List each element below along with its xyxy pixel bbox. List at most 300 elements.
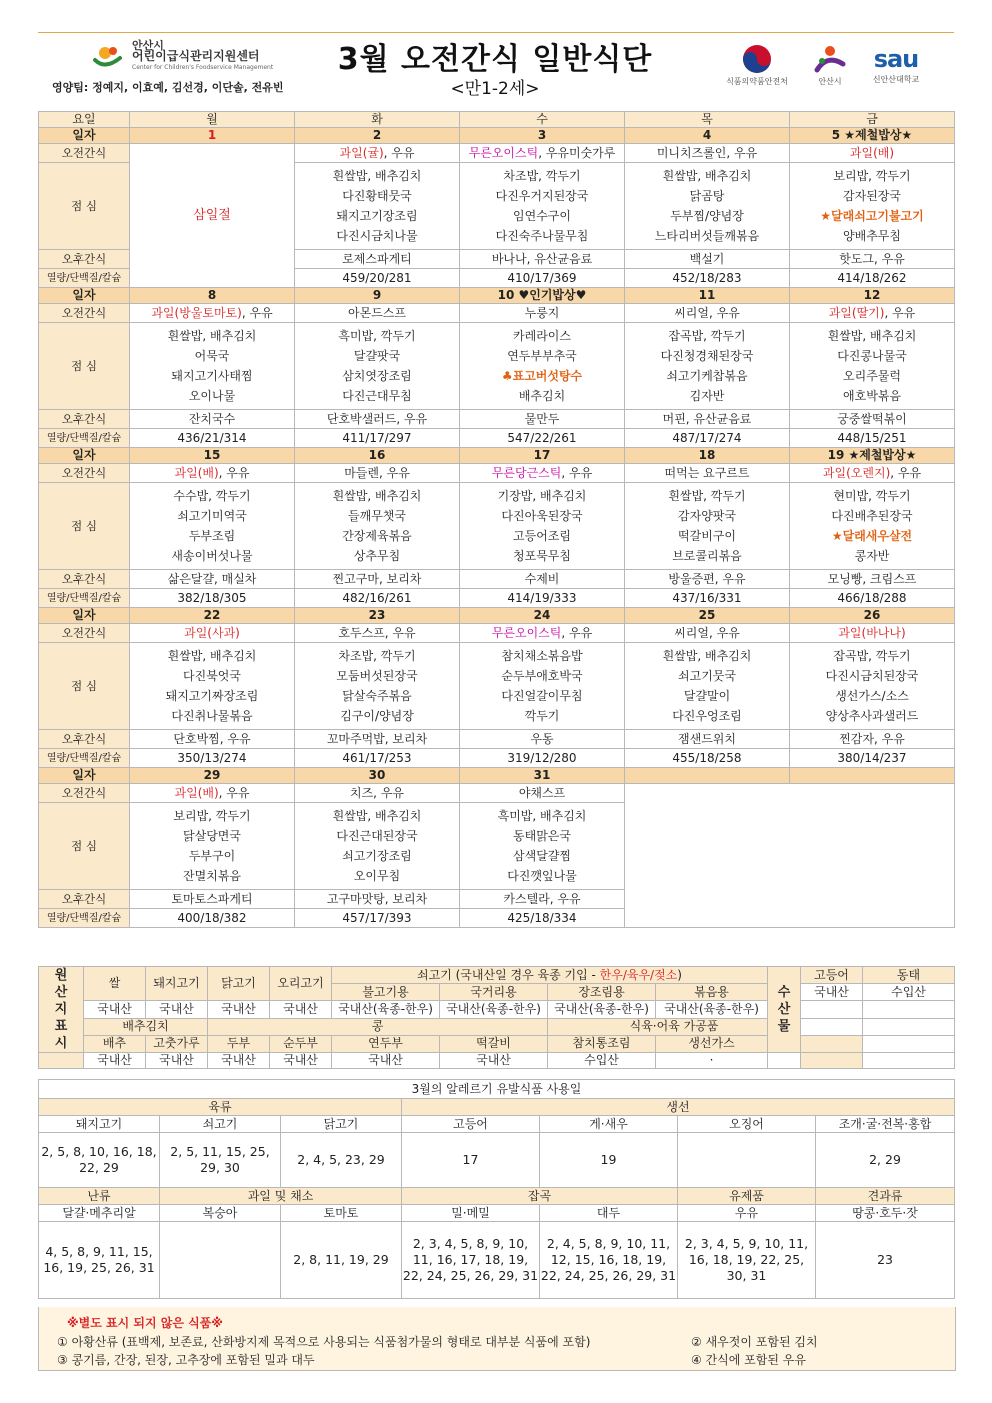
origin-beef-use: 장조림용 [548, 984, 656, 1001]
holiday-cell: 삼일절 [130, 144, 295, 288]
lunch-item: 배추김치 [518, 389, 566, 403]
lunch-cell [625, 323, 790, 410]
origin-value: 국내산 [146, 1001, 208, 1018]
am-snack-main: 야채스프 [518, 785, 566, 800]
lunch-item: ★달래쇠고기불고기 [820, 209, 924, 223]
lunch-item: 다진우거지된장국 [495, 189, 589, 203]
lunch-item: 보리밥, 깍두기 [173, 809, 251, 823]
lunch-item: 다진근대무침 [342, 389, 412, 403]
org-city: 안산시 [132, 39, 164, 52]
origin-bean-item: 순두부 [270, 1035, 332, 1052]
pm-snack-cell: 핫도그, 우유 [790, 250, 955, 269]
origin-processed-item: 생선가스 [656, 1035, 768, 1052]
lunch-cell [790, 323, 955, 410]
am-snack-cell [295, 784, 460, 803]
date-cell: 17 [460, 448, 625, 464]
lunch-item: 흰쌀밥, 배추김치 [662, 169, 752, 183]
pm-snack-cell: 궁중쌀떡볶이 [790, 410, 955, 429]
lunch-cell [295, 803, 460, 890]
date-cell [790, 768, 955, 784]
am-snack-main: 과일(딸기) [828, 305, 885, 320]
am-snack-main: 무른오이스틱 [468, 145, 539, 160]
allergy-nut-header: 견과류 [816, 1188, 955, 1205]
ansan-logo-text: 안산시 [818, 77, 842, 86]
lunch-item: 감자된장국 [843, 189, 901, 203]
lunch-item: 흰쌀밥, 깍두기 [668, 489, 746, 503]
center-logo [92, 40, 273, 73]
lunch-cell [460, 163, 625, 250]
lunch-item: 연두부부추국 [507, 349, 577, 363]
nutrition-cell: 448/15/251 [790, 429, 955, 448]
allergy-days: 19 [540, 1133, 678, 1188]
note-item: ① 아황산류 (표백제, 보존료, 산화방지제 목적으로 사용되는 식품첨가물의 형태로 대부분 식품에 포함) [57, 1335, 591, 1349]
lunch-cell [625, 163, 790, 250]
am-snack-main: 과일(방울토마토) [151, 305, 242, 320]
origin-fish-value: 국내산 [801, 984, 863, 1001]
origin-marine-char: 수 [777, 985, 791, 1000]
lunch-item: 흰쌀밥, 배추김치 [332, 169, 422, 183]
lunch-cell [790, 643, 955, 730]
nutrition-cell: 400/18/382 [130, 909, 295, 928]
origin-marine-char: 물 [777, 1019, 791, 1034]
lunch-item: 수수밥, 깍두기 [173, 489, 251, 503]
lunch-item: 잡곡밥, 깍두기 [833, 649, 911, 663]
nutrition-cell: 461/17/253 [295, 749, 460, 768]
lunch-item: 돼지고기짜장조림 [165, 689, 259, 703]
am-snack-cell [130, 784, 295, 803]
origin-bean-item: 연두부 [332, 1035, 440, 1052]
nutrition-team: 영양팀: 정예지, 이효예, 김선경, 이단솔, 전유빈 [52, 81, 284, 94]
pm-snack-cell: 삶은달걀, 매실차 [130, 570, 295, 589]
origin-kimchi-item: 고춧가루 [146, 1035, 208, 1052]
origin-side-char: 원 [54, 968, 68, 983]
origin-table [38, 966, 955, 1069]
am-snack-label: 오전간식 [39, 304, 130, 323]
lunch-item: 삼치엿장조림 [342, 369, 412, 383]
am-snack-main: 치즈, 우유 [350, 785, 404, 800]
allergy-item-name: 복숭아 [160, 1205, 281, 1222]
lunch-item: 다진취나물볶음 [171, 709, 253, 723]
date-cell: 11 [625, 288, 790, 304]
note-item: ② 새우젓이 포함된 김치 [691, 1335, 818, 1349]
allergy-item-name: 오징어 [678, 1116, 816, 1133]
origin-side-char: 지 [54, 1002, 68, 1017]
lunch-item: 쇠고기미역국 [177, 509, 247, 523]
lunch-item: 다진청경채된장국 [660, 349, 754, 363]
pm-snack-cell: 백설기 [625, 250, 790, 269]
lunch-item: 흰쌀밥, 배추김치 [167, 329, 257, 343]
origin-processed-item: 참치통조림 [548, 1035, 656, 1052]
lunch-item: ♣표고버섯탕수 [501, 369, 583, 383]
pm-snack-cell: 잔치국수 [130, 410, 295, 429]
date-row-label: 일자 [39, 608, 130, 624]
origin-beef-use: 불고기용 [332, 984, 440, 1001]
am-snack-label: 오전간식 [39, 464, 130, 483]
lunch-item: 쇠고기뭇국 [678, 669, 736, 683]
origin-side-char: 표 [54, 1019, 68, 1034]
date-cell: 5 ★제철밥상★ [790, 128, 955, 144]
nutrition-cell: 452/18/283 [625, 269, 790, 288]
am-snack-label: 오전간식 [39, 784, 130, 803]
am-snack-cell [790, 624, 955, 643]
nutrition-cell: 466/18/288 [790, 589, 955, 608]
lunch-item: 들깨무챗국 [348, 509, 406, 523]
lunch-item: 돼지고기사태찜 [171, 369, 253, 383]
am-snack-cell [460, 144, 625, 163]
origin-marine-label [768, 967, 801, 1053]
nutrition-cell: 414/18/262 [790, 269, 955, 288]
pm-snack-cell: 머핀, 유산균음료 [625, 410, 790, 429]
lunch-item: 김자반 [689, 389, 725, 403]
allergy-fish-header: 생선 [402, 1099, 955, 1116]
nutrition-cell: 457/17/393 [295, 909, 460, 928]
lunch-item: 양상추사과샐러드 [825, 709, 919, 723]
allergy-item-name: 우유 [678, 1205, 816, 1222]
am-snack-extra: , 우유 [561, 625, 593, 640]
am-snack-main: 과일(귤) [339, 145, 384, 160]
lunch-label: 점 심 [39, 483, 130, 570]
date-cell: 31 [460, 768, 625, 784]
center-logo-icon [92, 44, 126, 70]
lunch-item: 순두부애호박국 [501, 669, 583, 683]
origin-empty [863, 1018, 955, 1035]
lunch-item: 다진시금치나물 [336, 229, 418, 243]
lunch-item: 닭살숙주볶음 [342, 689, 412, 703]
lunch-item: 두부찜/양념장 [670, 209, 744, 223]
allergy-item-name: 돼지고기 [39, 1116, 160, 1133]
lunch-item: 두부구이 [188, 849, 236, 863]
am-snack-extra: , 우유 [890, 465, 922, 480]
sau-logo [864, 44, 928, 85]
lunch-item: 보리밥, 깍두기 [833, 169, 911, 183]
date-cell: 3 [460, 128, 625, 144]
date-cell: 8 [130, 288, 295, 304]
mfds-logo [720, 44, 794, 87]
date-row-label: 일자 [39, 128, 130, 144]
header-divider [38, 32, 954, 33]
allergy-item-name: 밀·메밀 [402, 1205, 540, 1222]
allergy-days: 4, 5, 8, 9, 11, 15, 16, 19, 25, 26, 31 [39, 1222, 160, 1299]
nutrition-cell: 410/17/369 [460, 269, 625, 288]
nutrition-label: 열량/단백질/칼슘 [39, 909, 130, 928]
am-snack-cell [625, 304, 790, 323]
am-snack-extra: , 우유 [383, 145, 415, 160]
allergy-fruit-header: 과일 및 채소 [160, 1188, 402, 1205]
allergy-item-name: 게·새우 [540, 1116, 678, 1133]
lunch-cell [460, 483, 625, 570]
lunch-cell [790, 163, 955, 250]
allergy-days: 17 [402, 1133, 540, 1188]
origin-processed-value: 국내산 [440, 1053, 548, 1069]
date-cell: 12 [790, 288, 955, 304]
pm-snack-cell: 수제비 [460, 570, 625, 589]
lunch-item: 달걀팟국 [353, 349, 401, 363]
allergy-days: 2, 29 [816, 1133, 955, 1188]
lunch-cell [460, 803, 625, 890]
lunch-item: 오이무침 [353, 869, 401, 883]
lunch-label: 점 심 [39, 323, 130, 410]
lunch-item: 달걀말이 [683, 689, 731, 703]
weekday-header: 화 [295, 112, 460, 128]
am-snack-main: 과일(사과) [184, 625, 240, 640]
lunch-item: 느타리버섯들깨볶음 [654, 229, 760, 243]
pm-snack-cell: 토마토스파게티 [130, 890, 295, 909]
am-snack-main: 과일(배) [174, 785, 219, 800]
lunch-item: 감자양팟국 [678, 509, 736, 523]
allergy-days: 2, 8, 11, 19, 29 [281, 1222, 402, 1299]
am-snack-main: 미니치즈롤인, 우유 [656, 145, 758, 160]
lunch-item: 다진황태뭇국 [342, 189, 412, 203]
lunch-cell [625, 643, 790, 730]
origin-bean-item: 두부 [208, 1035, 270, 1052]
weekday-header: 목 [625, 112, 790, 128]
am-snack-cell [130, 624, 295, 643]
lunch-item: 기장밥, 배추김치 [497, 489, 587, 503]
allergy-meat-header: 육류 [39, 1099, 402, 1116]
am-snack-main: 과일(바나나) [838, 625, 906, 640]
pm-snack-cell: 단호박샐러드, 우유 [295, 410, 460, 429]
page-title: 3월 오전간식 일반식단 [337, 42, 653, 77]
allergy-grain-header: 잡곡 [402, 1188, 678, 1205]
lunch-item: 다진깻잎나물 [507, 869, 577, 883]
origin-empty [863, 1053, 955, 1069]
lunch-item: 흑미밥, 배추김치 [497, 809, 587, 823]
origin-empty [801, 1018, 863, 1035]
lunch-item: 두부조림 [188, 529, 236, 543]
am-snack-main: 호두스프, 우유 [338, 625, 416, 640]
am-snack-cell [790, 464, 955, 483]
date-cell: 15 [130, 448, 295, 464]
origin-side-label [39, 967, 84, 1053]
am-snack-cell [130, 304, 295, 323]
lunch-item: 고등어조림 [513, 529, 571, 543]
lunch-label: 점 심 [39, 643, 130, 730]
origin-beef-header: 쇠고기 (국내산일 경우 육종 기입 - 한우/육우/젖소) [332, 967, 768, 984]
date-cell: 1 [130, 128, 295, 144]
lunch-cell [130, 483, 295, 570]
lunch-item: 오리주물럭 [843, 369, 901, 383]
lunch-item: 잔멸치볶음 [183, 869, 241, 883]
am-snack-extra: , 우유 [218, 785, 250, 800]
allergy-days: 23 [816, 1222, 955, 1299]
lunch-item: 어묵국 [194, 349, 230, 363]
lunch-item: 차조밥, 깍두기 [503, 169, 581, 183]
origin-empty [863, 1001, 955, 1018]
am-snack-main: 아몬드스프 [348, 305, 406, 320]
origin-side-text [39, 967, 83, 1052]
lunch-item: 깍두기 [524, 709, 560, 723]
date-cell: 19 ★제철밥상★ [790, 448, 955, 464]
date-cell: 23 [295, 608, 460, 624]
origin-beef-value: 국내산(육종-한우) [548, 1001, 656, 1018]
lunch-item: 다진근대된장국 [336, 829, 418, 843]
lunch-item: 생선가스/소스 [835, 689, 909, 703]
origin-empty [863, 1035, 955, 1052]
pm-snack-cell: 카스텔라, 우유 [460, 890, 625, 909]
pm-snack-cell: 모닝빵, 크림스프 [790, 570, 955, 589]
date-cell: 22 [130, 608, 295, 624]
weekday-header-label: 요일 [39, 112, 130, 128]
lunch-label: 점 심 [39, 163, 130, 250]
mfds-emblem-icon [742, 44, 772, 74]
origin-side-char: 시 [54, 1036, 68, 1051]
am-snack-main: 씨리얼, 우유 [674, 625, 740, 640]
allergy-days [678, 1133, 816, 1188]
date-cell: 2 [295, 128, 460, 144]
am-snack-cell [625, 464, 790, 483]
am-snack-cell [295, 624, 460, 643]
origin-value: 국내산 [84, 1001, 146, 1018]
allergy-item-name: 닭고기 [281, 1116, 402, 1133]
nutrition-cell: 437/16/331 [625, 589, 790, 608]
origin-empty [801, 1035, 863, 1052]
am-snack-cell [295, 304, 460, 323]
am-snack-cell [790, 144, 955, 163]
origin-beef-use: 국거리용 [440, 984, 548, 1001]
am-snack-main: 마들렌, 우유 [344, 465, 410, 480]
am-snack-cell [460, 304, 625, 323]
date-cell: 26 [790, 608, 955, 624]
origin-chicken: 닭고기 [208, 967, 270, 1001]
allergy-days: 2, 4, 5, 23, 29 [281, 1133, 402, 1188]
am-snack-main: 과일(배) [174, 465, 219, 480]
origin-value: 국내산 [332, 1053, 440, 1069]
date-row-label: 일자 [39, 448, 130, 464]
lunch-item: 브로콜리볶음 [672, 549, 742, 563]
origin-duck: 오리고기 [270, 967, 332, 1001]
origin-empty [801, 1001, 863, 1018]
origin-beef-use: 볶음용 [656, 984, 768, 1001]
lunch-item: 다진시금치된장국 [825, 669, 919, 683]
lunch-item: 상추무침 [353, 549, 401, 563]
am-snack-cell [295, 464, 460, 483]
date-row-label: 일자 [39, 768, 130, 784]
nutrition-cell: 350/13/274 [130, 749, 295, 768]
am-snack-cell [130, 464, 295, 483]
pm-snack-label: 오후간식 [39, 410, 130, 429]
origin-bean-header: 콩 [208, 1018, 548, 1035]
pm-snack-cell: 로제스파게티 [295, 250, 460, 269]
lunch-cell [295, 163, 460, 250]
lunch-item: 다진숙주나물무침 [495, 229, 589, 243]
am-snack-cell [295, 144, 460, 163]
lunch-item: 콩자반 [854, 549, 890, 563]
allergy-dairy-header: 유제품 [678, 1188, 816, 1205]
pm-snack-cell: 찐감자, 우유 [790, 730, 955, 749]
origin-rice: 쌀 [84, 967, 146, 1001]
lunch-item: 다진콩나물국 [837, 349, 907, 363]
notes-heading: ※별도 표시 되지 않은 식품※ [67, 1316, 223, 1330]
allergy-days: 2, 3, 4, 5, 9, 10, 11, 16, 18, 19, 22, 25, 30, 31 [678, 1222, 816, 1299]
date-cell: 16 [295, 448, 460, 464]
am-snack-main: 무른오이스틱 [491, 625, 562, 640]
origin-pork: 돼지고기 [146, 967, 208, 1001]
lunch-item: 오이나물 [188, 389, 236, 403]
nutrition-cell: 382/18/305 [130, 589, 295, 608]
origin-kimchi-item: 배추 [84, 1035, 146, 1052]
nutrition-label: 열량/단백질/칼슘 [39, 749, 130, 768]
org-name: 어린이급식관리지원센터 [132, 49, 260, 63]
pm-snack-cell: 방울증편, 우유 [625, 570, 790, 589]
am-snack-label: 오전간식 [39, 144, 130, 163]
am-snack-cell [625, 144, 790, 163]
lunch-cell [460, 643, 625, 730]
origin-fish-0: 고등어 [801, 967, 863, 984]
lunch-item: 흰쌀밥, 배추김치 [662, 649, 752, 663]
allergy-days: 2, 4, 5, 8, 9, 10, 11, 12, 15, 16, 18, 19, 22, 24, 25, 26, 29, 31 [540, 1222, 678, 1299]
allergy-item-name: 쇠고기 [160, 1116, 281, 1133]
origin-value: 국내산 [84, 1053, 146, 1069]
pm-snack-cell: 바나나, 유산균음료 [460, 250, 625, 269]
weekday-header: 금 [790, 112, 955, 128]
nutrition-cell: 482/16/261 [295, 589, 460, 608]
date-cell: 25 [625, 608, 790, 624]
lunch-item: 새송이버섯나물 [171, 549, 253, 563]
am-snack-cell [790, 304, 955, 323]
origin-processed-value: · [656, 1053, 768, 1069]
origin-value: 국내산 [208, 1001, 270, 1018]
am-snack-label: 오전간식 [39, 624, 130, 643]
origin-value: 국내산 [270, 1001, 332, 1018]
lunch-item: 간장제육볶음 [342, 529, 412, 543]
nutrition-cell: 411/17/297 [295, 429, 460, 448]
lunch-item: 다진북엇국 [183, 669, 241, 683]
lunch-item: 쇠고기케찹볶음 [666, 369, 748, 383]
pm-snack-cell: 우동 [460, 730, 625, 749]
pm-snack-label: 오후간식 [39, 250, 130, 269]
allergy-item-name: 조개·굴·전복·홍합 [816, 1116, 955, 1133]
nutrition-cell: 425/18/334 [460, 909, 625, 928]
org-english-name: Center for Children's Foodservice Management [132, 64, 274, 71]
allergy-egg-header: 난류 [39, 1188, 160, 1205]
lunch-item: 흰쌀밥, 배추김치 [332, 809, 422, 823]
lunch-item: 흰쌀밥, 배추김치 [332, 489, 422, 503]
mfds-logo-text: 식품의약품안전처 [726, 77, 788, 86]
origin-marine-tail [801, 1053, 863, 1069]
am-snack-main: 과일(배) [849, 145, 895, 160]
pm-snack-cell: 고구마맛탕, 보리차 [295, 890, 460, 909]
nutrition-cell: 319/12/280 [460, 749, 625, 768]
origin-marine-char: 산 [777, 1002, 791, 1017]
lunch-item: 다진우엉조림 [672, 709, 742, 723]
lunch-item: 돼지고기장조림 [336, 209, 418, 223]
lunch-item: 닭곰탕 [689, 189, 725, 203]
nutrition-label: 열량/단백질/칼슘 [39, 589, 130, 608]
origin-beef-value: 국내산(육종-한우) [440, 1001, 548, 1018]
pm-snack-label: 오후간식 [39, 890, 130, 909]
origin-processed-value: 수입산 [548, 1053, 656, 1069]
lunch-item: 닭살당면국 [183, 829, 241, 843]
sau-logo-text: 신안산대학교 [872, 75, 920, 84]
pm-snack-cell: 물만두 [460, 410, 625, 429]
am-snack-cell [460, 784, 625, 803]
nutrition-cell: 487/17/274 [625, 429, 790, 448]
ansan-logo [806, 44, 854, 87]
date-cell: 18 [625, 448, 790, 464]
lunch-item: 다진아욱된장국 [501, 509, 583, 523]
lunch-item: 참치채소볶음밥 [501, 649, 583, 663]
lunch-label: 점 심 [39, 803, 130, 890]
origin-value: 국내산 [208, 1053, 270, 1069]
origin-value: 국내산 [270, 1053, 332, 1069]
allergy-days: 2, 5, 8, 10, 16, 18, 22, 29 [39, 1133, 160, 1188]
origin-side-label-tail [39, 1053, 84, 1069]
lunch-item: 모둠버섯된장국 [336, 669, 418, 683]
nutrition-cell: 414/19/333 [460, 589, 625, 608]
lunch-item: 양배추무침 [843, 229, 901, 243]
am-snack-main: 씨리얼, 우유 [674, 305, 740, 320]
am-snack-main: 떠먹는 요구르트 [664, 465, 750, 480]
